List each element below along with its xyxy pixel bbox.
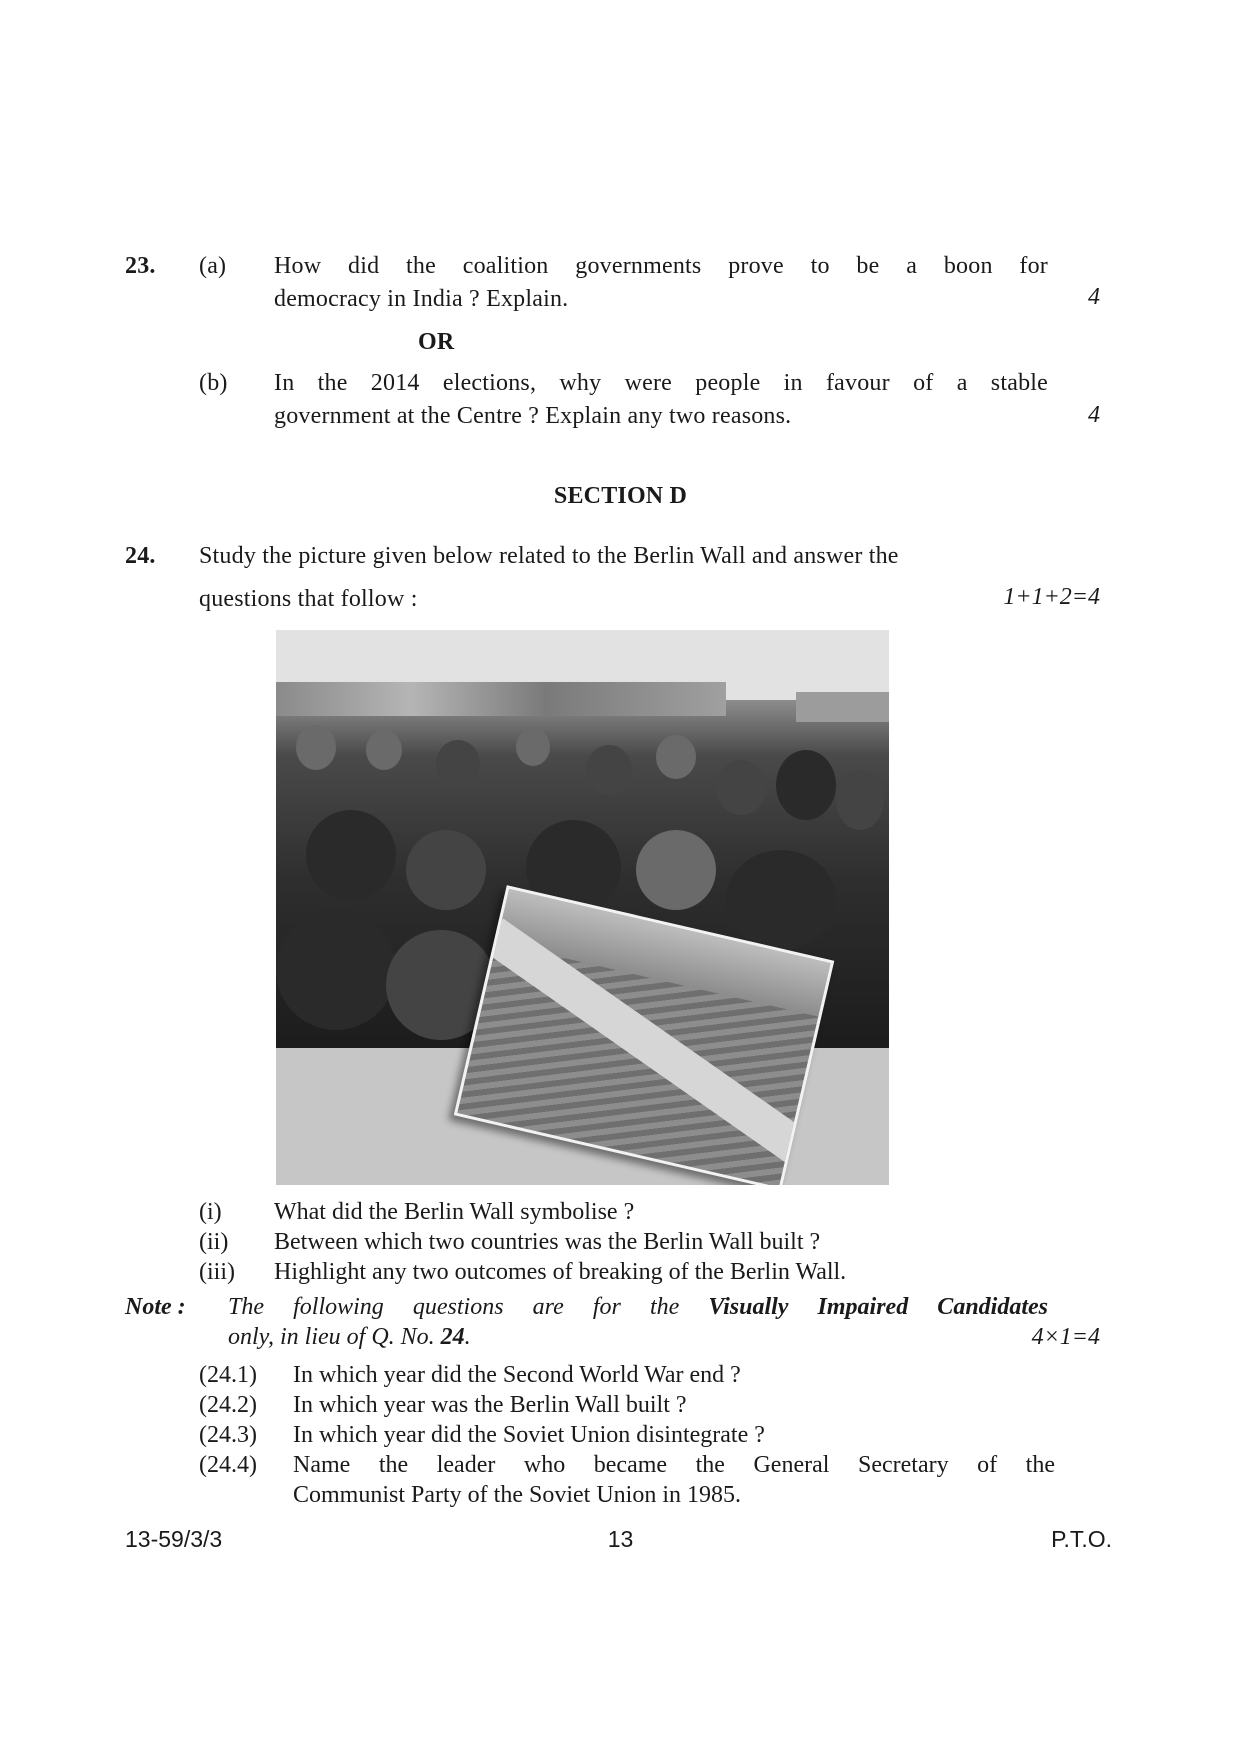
question-text: democracy in India ? Explain. [274,286,569,312]
option-label: (a) [199,253,227,279]
subquestion-text: Highlight any two outcomes of breaking of the Berlin Wall. [274,1259,847,1285]
note-label: Note : [125,1294,186,1320]
vi-question-text: In which year did the Soviet Union disintegrate ? [293,1422,765,1448]
question-text: How did the coalition governments prove to be a boon for [274,253,1048,279]
pto-label: P.T.O. [1051,1526,1112,1552]
question-text: government at the Centre ? Explain any two reasons. [274,403,792,429]
subquestion-label: (ii) [199,1229,229,1255]
vi-question-text: In which year did the Second World War end ? [293,1362,741,1388]
or-divider: OR [418,329,455,355]
vi-question-label: (24.3) [199,1422,257,1448]
marks: 1+1+2=4 [1003,584,1100,610]
vi-question-text: Name the leader who became the General Secretary of the [293,1452,1055,1478]
subquestion-text: Between which two countries was the Berlin Wall built ? [274,1229,821,1255]
question-text: In the 2014 elections, why were people in favour of a stable [274,370,1048,396]
paper-code: 13-59/3/3 [125,1526,223,1552]
question-text: questions that follow : [199,586,418,612]
subquestion-text: What did the Berlin Wall symbolise ? [274,1199,635,1225]
vi-question-label: (24.4) [199,1452,257,1478]
marks: 4 [1088,284,1100,310]
vi-question-text: In which year was the Berlin Wall built ? [293,1392,687,1418]
marks: 4 [1088,402,1100,428]
question-number: 23. [125,253,156,279]
note-text: The following questions are for the Visually Impaired Candidates [228,1294,1048,1320]
vi-question-label: (24.1) [199,1362,257,1388]
question-number: 24. [125,543,156,569]
vi-question-text: Communist Party of the Soviet Union in 1985. [293,1482,741,1508]
berlin-wall-photo [276,630,889,1185]
page-number: 13 [607,1526,634,1552]
question-text: Study the picture given below related to the Berlin Wall and answer the [199,543,899,569]
marks: 4×1=4 [1031,1324,1100,1350]
subquestion-label: (i) [199,1199,222,1225]
note-text: only, in lieu of Q. No. 24. [228,1324,471,1350]
vi-question-label: (24.2) [199,1392,257,1418]
option-label: (b) [199,370,228,396]
section-heading: SECTION D [553,483,688,509]
wall-shape [276,682,726,716]
subquestion-label: (iii) [199,1259,235,1285]
